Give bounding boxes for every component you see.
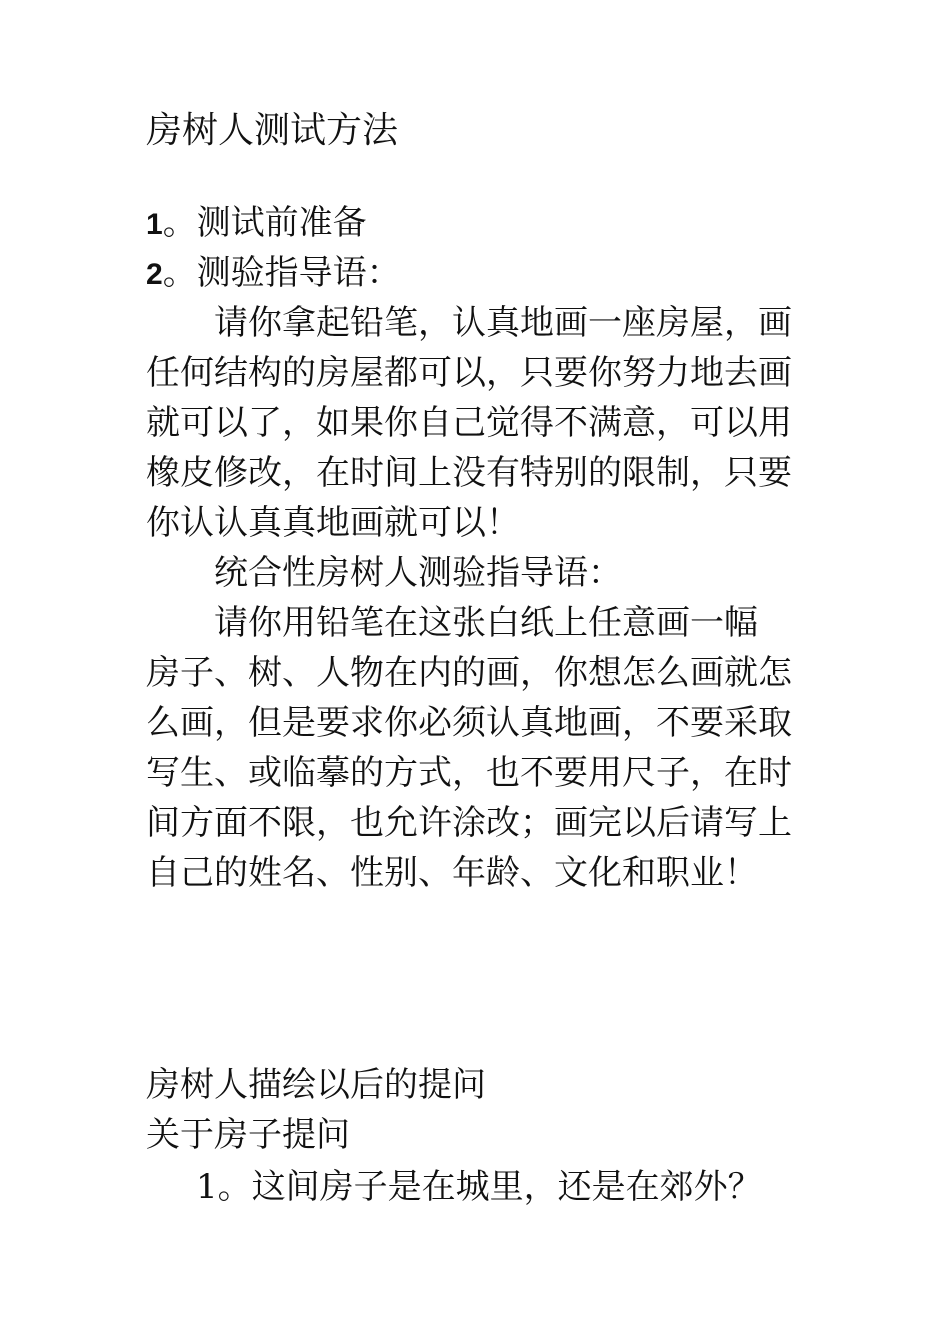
question-item: 1。这间房子是在城里，还是在郊外？ (196, 1167, 762, 1207)
paragraph-line: 写生、或临摹的方式，也不要用尺子，在时 (146, 753, 792, 793)
document-title: 房树人测试方法 (146, 110, 399, 151)
list-number: 1 (146, 208, 163, 241)
paragraph-line: 间方面不限，也允许涂改；画完以后请写上 (146, 803, 792, 843)
section-title-questions: 房树人描绘以后的提问 (146, 1065, 486, 1105)
paragraph-line: 请你用铅笔在这张白纸上任意画一幅 (214, 603, 758, 643)
section-subtitle-house: 关于房子提问 (146, 1115, 350, 1155)
paragraph-line: 橡皮修改，在时间上没有特别的限制，只要 (146, 453, 792, 493)
list-item-preparation (146, 198, 367, 250)
paragraph-line: 么画，但是要求你必须认真地画，不要采取 (146, 703, 792, 743)
list-number: 2 (146, 258, 163, 291)
paragraph-line: 你认认真真地画就可以！ (146, 503, 520, 543)
list-item-text: 。测试前准备 (162, 203, 367, 243)
subheading-composite: 统合性房树人测验指导语： (214, 553, 622, 593)
paragraph-line: 房子、树、人物在内的画，你想怎么画就怎 (146, 653, 792, 693)
paragraph-line: 请你拿起铅笔，认真地画一座房屋，画 (214, 303, 792, 343)
paragraph-line: 任何结构的房屋都可以，只要你努力地去画 (146, 353, 792, 393)
list-item-instructions (146, 248, 401, 300)
paragraph-line: 就可以了，如果你自己觉得不满意，可以用 (146, 403, 792, 443)
paragraph-line: 自己的姓名、性别、年龄、文化和职业！ (146, 853, 758, 893)
list-item-text: 。测验指导语： (162, 253, 401, 293)
